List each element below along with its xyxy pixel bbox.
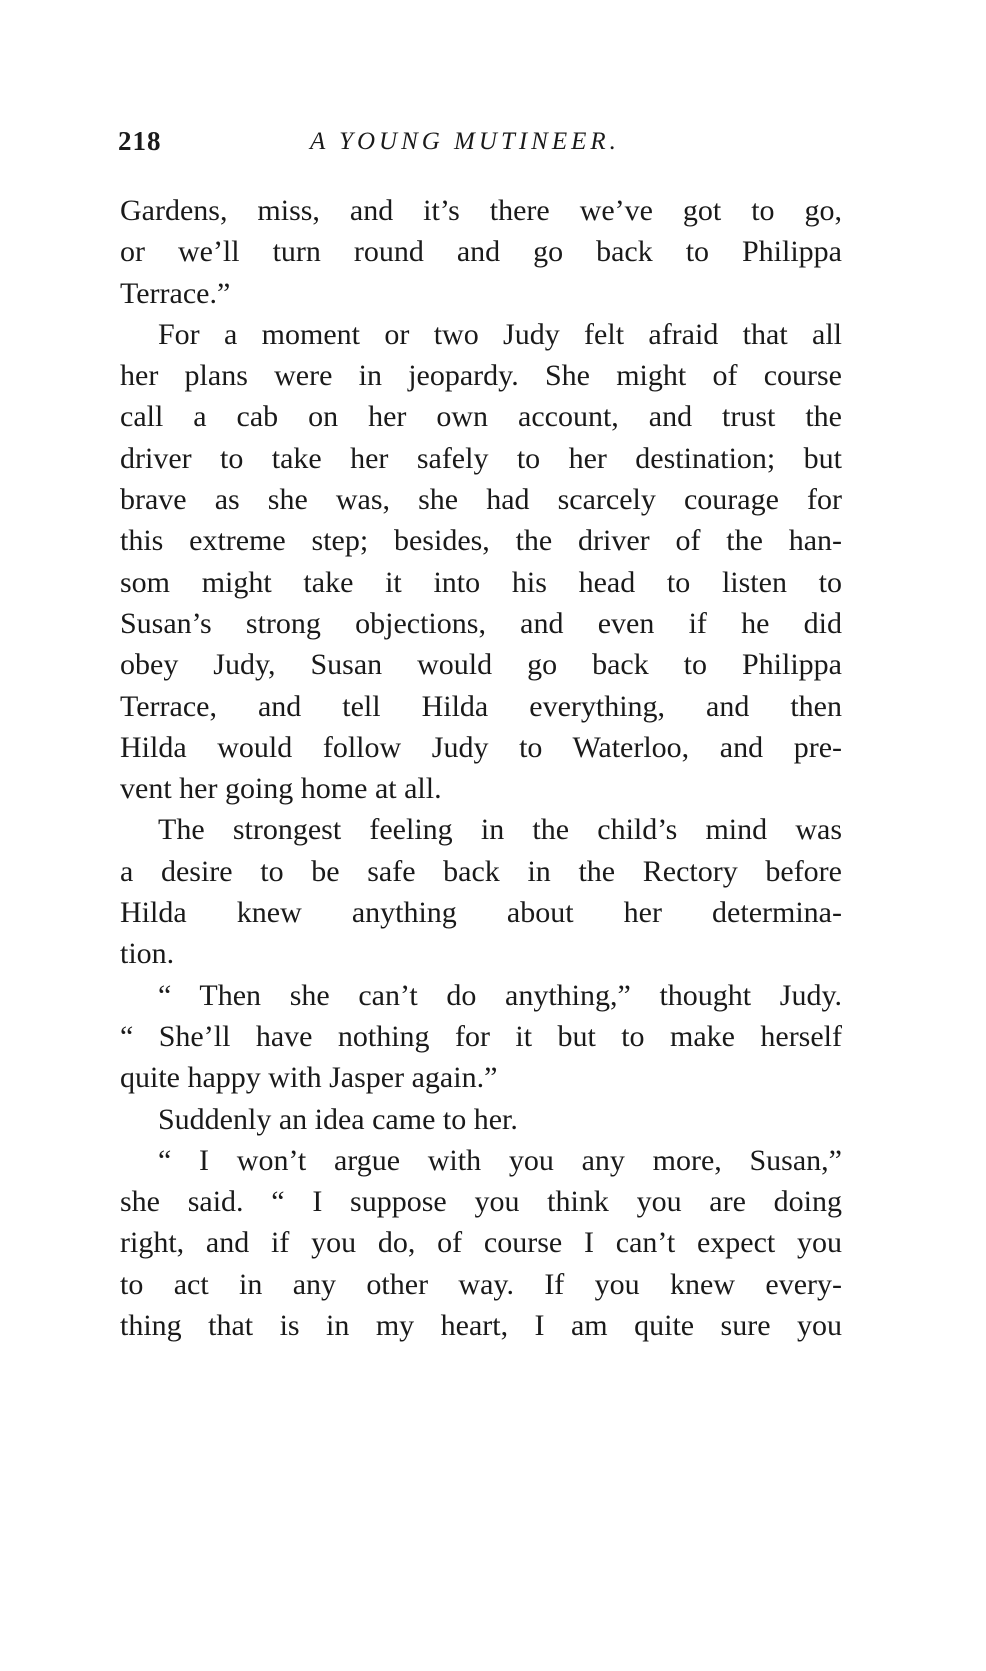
text-line: right, and if you do, of course I can’t expect you	[120, 1226, 842, 1260]
text-line: “ She’ll have nothing for it but to make herself	[120, 1019, 842, 1053]
text-line: or we’ll turn round and go back to Philippa	[120, 235, 842, 269]
text-line: this extreme step; besides, the driver of the han-	[120, 524, 842, 558]
text-line: Susan’s strong objections, and even if he did	[120, 606, 842, 640]
text-line: “ I won’t argue with you any more, Susan,”	[158, 1143, 842, 1177]
text-line: thing that is in my heart, I am quite sure you	[120, 1309, 842, 1343]
text-line: The strongest feeling in the child’s mind was	[158, 813, 842, 847]
text-line: tion.	[120, 937, 175, 971]
text-line: Hilda would follow Judy to Waterloo, and pre-	[120, 730, 842, 764]
text-line: Gardens, miss, and it’s there we’ve got to go,	[120, 194, 842, 227]
text-line: “ Then she can’t do anything,” thought Judy.	[158, 978, 842, 1012]
body-text	[120, 190, 842, 1346]
text-line: a desire to be safe back in the Rectory before	[120, 854, 842, 888]
text-line: brave as she was, she had scarcely courage for	[120, 483, 842, 517]
running-title: A YOUNG MUTINEER.	[310, 128, 620, 155]
text-line: som might take it into his head to listen to	[120, 565, 842, 599]
text-line: Terrace.”	[120, 276, 231, 310]
text-line: For a moment or two Judy felt afraid that all	[158, 317, 842, 351]
text-line: she said. “ I suppose you think you are doing	[120, 1185, 842, 1219]
text-line: Suddenly an idea came to her.	[158, 1102, 518, 1136]
text-line: obey Judy, Susan would go back to Philippa	[120, 648, 842, 682]
text-line: driver to take her safely to her destination; but	[120, 441, 842, 475]
text-line: Terrace, and tell Hilda everything, and then	[120, 689, 842, 723]
page-header	[118, 126, 842, 166]
text-line: quite happy with Jasper again.”	[120, 1061, 498, 1095]
page-number: 218	[118, 126, 162, 156]
text-line: to act in any other way. If you knew every-	[120, 1267, 842, 1301]
text-line: call a cab on her own account, and trust the	[120, 400, 842, 434]
text-line: vent her going home at all.	[120, 772, 442, 806]
text-line: Hilda knew anything about her determina-	[120, 896, 842, 930]
text-line: her plans were in jeopardy. She might of course	[120, 359, 842, 393]
